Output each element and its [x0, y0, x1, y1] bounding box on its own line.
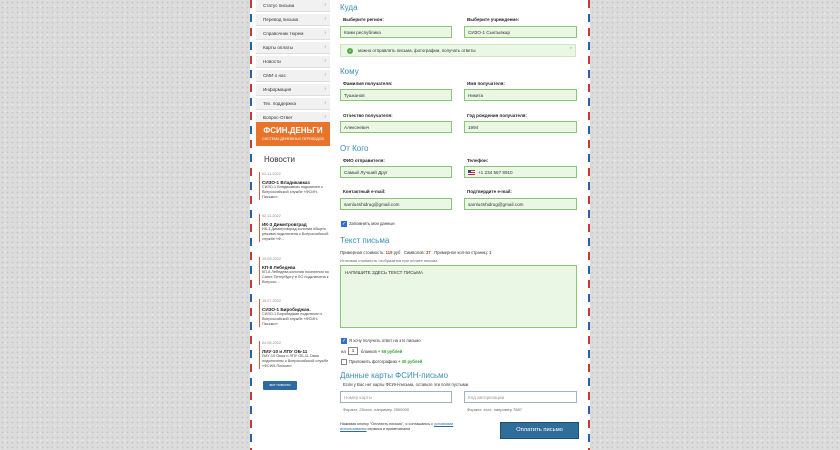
region-label: Выберите регион: [343, 17, 384, 22]
symbols-value: 37 [425, 250, 431, 255]
chevron-right-icon: › [324, 72, 326, 78]
region-select[interactable]: Коми республика [340, 26, 452, 38]
close-icon[interactable]: × [569, 45, 572, 50]
section-from-title: От Кого [340, 144, 369, 153]
news-accent-bar [259, 299, 260, 327]
sender-input[interactable]: Самый Лучший Друг [340, 166, 452, 178]
section-where-title: Куда [340, 3, 358, 12]
section-to-title: Кому [340, 67, 359, 76]
chevron-right-icon: › [324, 16, 326, 22]
sender-label: ФИО отправителя: [343, 158, 385, 163]
menu-item-support[interactable]: Тех. поддержка › [256, 98, 330, 110]
envelope-stripe-right [588, 0, 590, 450]
news-title: ЛИУ-10 и ЛПУ ОБ-11 [262, 349, 308, 354]
card-hint: Если у Вас нет карты ФСИН-письма, оставьте эти поля пустыми [343, 382, 469, 387]
patronymic-input[interactable]: Алексеевич [340, 121, 452, 133]
photo-price: + 30 рублей [398, 359, 423, 364]
news-text: СИЗО-1 Владикавказ подключен к Всероссийской службе «ФСИН-Письмо» [262, 185, 323, 199]
notice-text: можно отправлять письма, фотографии, получать ответы [358, 48, 476, 53]
news-title: СИЗО-1 Биробиджан. [262, 307, 311, 312]
institution-label: Выберите учреждение: [467, 17, 520, 22]
news-date: 19.09.2022 [262, 257, 282, 261]
card-number-input[interactable]: Номер карты [340, 391, 452, 403]
menu-item-status[interactable]: Статус письма › [256, 0, 330, 12]
news-text: СИЗО-1 Биробиджан подключен к Всероссийской службе «ФСИН-Письмо» [262, 312, 323, 326]
news-text: КП-8 Лебедева колония поселения по Санкт-Петербургу и ЛО подключена к Всеросс... [262, 270, 329, 284]
news-item[interactable] [262, 214, 330, 242]
menu-item-news[interactable]: Новости › [256, 56, 330, 68]
news-date: 15.07.2022 [262, 299, 282, 303]
email-confirm-input[interactable]: samlu4shidrug@gmail.com [464, 198, 577, 210]
envelope-stripe-left [250, 0, 252, 450]
remember-label: Запомнить мои данные [349, 221, 395, 226]
news-text: ЛИУ-10 Омск и ЛПУ ОБ-11 Омск подключены к Всероссийской службе «ФСИН-Письмо» [262, 354, 329, 368]
news-item[interactable] [262, 299, 330, 327]
letter-textarea[interactable]: НАПИШИТЕ ЗДЕСЬ ТЕКСТ ПИСЬМА [340, 265, 577, 328]
menu-item-transfer[interactable]: Перевод письма › [256, 14, 330, 26]
chevron-right-icon: › [324, 44, 326, 50]
reply-label: Я хочу получить ответ на это письмо [349, 338, 421, 343]
news-accent-bar [259, 257, 260, 285]
lastname-label: Фамилия получателя: [343, 81, 393, 86]
menu-item-faq[interactable]: Вопрос-Ответ › [256, 112, 330, 124]
menu-item-info[interactable]: Информация › [256, 84, 330, 96]
section-card-title: Данные карты ФСИН-письмо [340, 371, 449, 380]
firstname-label: Имя получателя: [467, 81, 505, 86]
chevron-right-icon: › [324, 86, 326, 92]
email-confirm-label: Подтвердите e-mail: [467, 189, 512, 194]
news-date: 02.11.2022 [262, 172, 281, 176]
birthyear-input[interactable]: 1994 [464, 121, 577, 133]
banner-subtitle: СИСТЕМА ДЕНЕЖНЫХ ПЕРЕВОДОВ [262, 137, 324, 141]
news-text: ИК-3 Димитровград колония общего режима подключена к Всероссийской службе «Ф... [262, 227, 329, 241]
availability-notice [340, 44, 576, 57]
us-flag-icon[interactable] [468, 170, 475, 175]
card-number-format: Формат: 25хххх, например 2500000 [343, 407, 410, 412]
patronymic-label: Отчество получателя: [343, 113, 393, 118]
news-accent-bar [259, 214, 260, 242]
cost-value: 119 [385, 250, 393, 255]
all-news-button[interactable]: все новости [263, 381, 297, 390]
news-item[interactable] [262, 172, 330, 200]
terms-link[interactable]: условиями использования [340, 422, 454, 431]
news-heading: Новости [264, 155, 295, 164]
pages-value: 1 [489, 250, 492, 255]
news-item[interactable] [262, 257, 330, 285]
card-auth-input[interactable]: Код авторизации [464, 391, 577, 403]
phone-input[interactable] [464, 166, 577, 178]
news-title: КП-8 Лебедева [262, 265, 296, 270]
photo-row: Приложить фотографию + 30 рублей [349, 359, 423, 364]
news-item[interactable] [262, 341, 330, 369]
blanks-price: + 55 рублей [377, 349, 403, 354]
news-date: 04.05.2022 [262, 341, 282, 345]
chevron-right-icon: › [324, 2, 326, 8]
fsin-money-banner[interactable] [256, 122, 330, 146]
news-accent-bar [259, 172, 260, 200]
phone-label: Телефон: [467, 158, 489, 163]
chevron-right-icon: › [324, 30, 326, 36]
news-date: 02.11.2022 [262, 214, 281, 218]
blanks-row: бланков + 55 рублей [361, 349, 403, 354]
section-letter-title: Текст письма [340, 236, 390, 245]
phone-value: +1 234 567 8910 [478, 170, 513, 175]
menu-item-prisons[interactable]: Справочник тюрем › [256, 28, 330, 40]
chevron-right-icon: › [324, 114, 326, 120]
menu-item-cards[interactable]: Карты оплаты › [256, 42, 330, 54]
lastname-input[interactable]: Тушканов [340, 89, 452, 101]
letter-stats: Примерная стоимость: 119 руб Символов: 37 Примерное кол-во страниц: 1 [340, 250, 492, 255]
birthyear-label: Год рождения получателя: [467, 113, 527, 118]
chevron-right-icon: › [324, 58, 326, 64]
news-accent-bar [259, 341, 260, 369]
email-input[interactable]: samlu4shidrug@gmail.com [340, 198, 452, 210]
qty-prefix: на [341, 349, 346, 354]
terms-disclaimer: Нажимая кнопку "Оплатить письмо", я соглашаюсь с условиями использования сервиса и примечанием [340, 422, 454, 431]
chevron-right-icon: › [324, 100, 326, 106]
photo-checkbox[interactable] [341, 359, 347, 365]
final-cost-note: Итоговая стоимость отобразится при оплате письма [340, 258, 438, 263]
check-circle-icon: ✓ [348, 48, 352, 53]
banner-title: ФСИН.ДЕНЬГИ [263, 126, 323, 135]
blanks-quantity-input[interactable]: 1 [348, 347, 358, 355]
reply-checkbox[interactable]: ✓ [342, 338, 347, 344]
card-auth-format: Формат: хххх, например 7687 [467, 407, 522, 412]
news-title: ИК-3 Димитровград [262, 222, 307, 227]
sidebar-menu [256, 0, 330, 126]
email-label: Контактный e-mail: [343, 189, 386, 194]
pay-letter-button[interactable]: Оплатить письмо [500, 422, 579, 439]
menu-item-media[interactable]: СМИ о нас › [256, 70, 330, 82]
institution-select[interactable]: СИЗО-1 Сыктывкар [464, 26, 577, 38]
firstname-input[interactable]: Никита [464, 89, 577, 101]
news-title: СИЗО-1 Владикавказ [262, 180, 310, 185]
remember-checkbox[interactable]: ✓ [342, 221, 347, 227]
